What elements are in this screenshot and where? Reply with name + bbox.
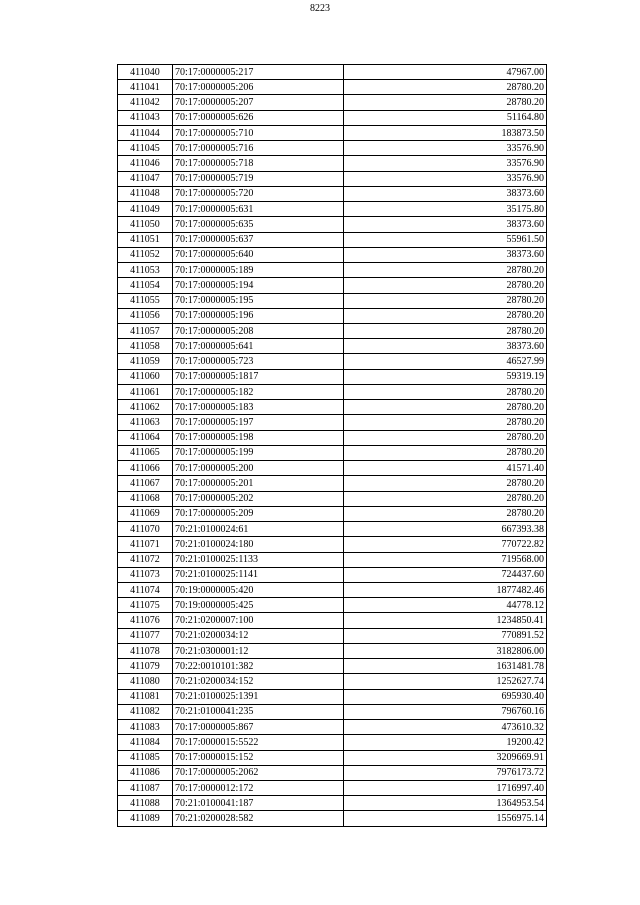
row-id-cell: 411081 (118, 689, 173, 704)
cadastral-number-cell: 70:19:0000005:425 (173, 598, 344, 613)
cadastral-value-cell: 1716997.40 (344, 781, 547, 796)
row-id-cell: 411088 (118, 796, 173, 811)
cadastral-number-cell: 70:17:0000005:1817 (173, 369, 344, 384)
cadastral-number-cell: 70:17:0000005:720 (173, 186, 344, 201)
table-row (118, 65, 547, 80)
cadastral-value-cell: 7976173.72 (344, 765, 547, 780)
cadastral-value-cell: 38373.60 (344, 186, 547, 201)
cadastral-number-cell: 70:17:0000005:198 (173, 430, 344, 445)
cadastral-value-cell: 28780.20 (344, 384, 547, 399)
cadastral-value-cell: 1631481.78 (344, 659, 547, 674)
cadastral-value-cell: 770891.52 (344, 628, 547, 643)
cadastral-value-cell: 28780.20 (344, 400, 547, 415)
row-id-cell: 411041 (118, 80, 173, 95)
row-id-cell: 411057 (118, 323, 173, 338)
row-id-cell: 411045 (118, 141, 173, 156)
cadastral-number-cell: 70:21:0100025:1133 (173, 552, 344, 567)
table-row (118, 689, 547, 704)
row-id-cell: 411062 (118, 400, 173, 415)
cadastral-value-cell: 28780.20 (344, 278, 547, 293)
cadastral-number-cell: 70:17:0000005:207 (173, 95, 344, 110)
cadastral-number-cell: 70:21:0100025:1141 (173, 567, 344, 582)
cadastral-number-cell: 70:22:0010101:382 (173, 659, 344, 674)
cadastral-value-cell: 695930.40 (344, 689, 547, 704)
row-id-cell: 411061 (118, 384, 173, 399)
cadastral-number-cell: 70:17:0000005:201 (173, 476, 344, 491)
row-id-cell: 411044 (118, 125, 173, 140)
table-row (118, 293, 547, 308)
cadastral-value-cell: 44778.12 (344, 598, 547, 613)
table-row (118, 217, 547, 232)
row-id-cell: 411071 (118, 537, 173, 552)
table-body (118, 65, 547, 827)
cadastral-number-cell: 70:17:0000005:200 (173, 461, 344, 476)
row-id-cell: 411059 (118, 354, 173, 369)
table-row (118, 156, 547, 171)
row-id-cell: 411077 (118, 628, 173, 643)
cadastral-number-cell: 70:19:0000005:420 (173, 582, 344, 597)
page-number: 8223 (310, 3, 330, 14)
cadastral-number-cell: 70:17:0000005:631 (173, 202, 344, 217)
cadastral-value-cell: 28780.20 (344, 323, 547, 338)
table-row (118, 811, 547, 826)
cadastral-number-cell: 70:21:0200028:582 (173, 811, 344, 826)
cadastral-number-cell: 70:17:0000005:867 (173, 720, 344, 735)
cadastral-number-cell: 70:17:0000005:217 (173, 65, 344, 80)
cadastral-value-cell: 47967.00 (344, 65, 547, 80)
table-row (118, 476, 547, 491)
cadastral-value-cell: 183873.50 (344, 125, 547, 140)
row-id-cell: 411089 (118, 811, 173, 826)
cadastral-value-cell: 46527.99 (344, 354, 547, 369)
table-row (118, 598, 547, 613)
cadastral-value-table (117, 64, 547, 827)
cadastral-number-cell: 70:17:0000005:196 (173, 308, 344, 323)
row-id-cell: 411087 (118, 781, 173, 796)
cadastral-number-cell: 70:17:0000015:152 (173, 750, 344, 765)
row-id-cell: 411058 (118, 339, 173, 354)
table-row (118, 628, 547, 643)
row-id-cell: 411083 (118, 720, 173, 735)
row-id-cell: 411079 (118, 659, 173, 674)
cadastral-value-cell: 667393.38 (344, 522, 547, 537)
table-row (118, 430, 547, 445)
table-row (118, 369, 547, 384)
cadastral-value-cell: 473610.32 (344, 720, 547, 735)
cadastral-value-cell: 28780.20 (344, 491, 547, 506)
table-row (118, 461, 547, 476)
cadastral-number-cell: 70:17:0000005:637 (173, 232, 344, 247)
table-row (118, 781, 547, 796)
cadastral-number-cell: 70:21:0100041:187 (173, 796, 344, 811)
table-row (118, 796, 547, 811)
row-id-cell: 411049 (118, 202, 173, 217)
cadastral-value-cell: 33576.90 (344, 171, 547, 186)
cadastral-number-cell: 70:21:0100041:235 (173, 704, 344, 719)
cadastral-number-cell: 70:17:0000005:206 (173, 80, 344, 95)
cadastral-number-cell: 70:17:0000005:710 (173, 125, 344, 140)
cadastral-number-cell: 70:17:0000005:635 (173, 217, 344, 232)
row-id-cell: 411066 (118, 461, 173, 476)
table-row (118, 232, 547, 247)
cadastral-value-cell: 28780.20 (344, 415, 547, 430)
table-row (118, 415, 547, 430)
cadastral-value-cell: 19200.42 (344, 735, 547, 750)
cadastral-number-cell: 70:17:0000005:183 (173, 400, 344, 415)
cadastral-number-cell: 70:17:0000005:719 (173, 171, 344, 186)
table-row (118, 323, 547, 338)
cadastral-number-cell: 70:17:0000005:716 (173, 141, 344, 156)
table-row (118, 400, 547, 415)
cadastral-number-cell: 70:17:0000005:189 (173, 263, 344, 278)
cadastral-value-cell: 28780.20 (344, 308, 547, 323)
table-row (118, 445, 547, 460)
row-id-cell: 411084 (118, 735, 173, 750)
row-id-cell: 411070 (118, 522, 173, 537)
cadastral-value-cell: 1364953.54 (344, 796, 547, 811)
cadastral-value-cell: 1877482.46 (344, 582, 547, 597)
cadastral-number-cell: 70:21:0200034:152 (173, 674, 344, 689)
cadastral-number-cell: 70:21:0200034:12 (173, 628, 344, 643)
cadastral-value-cell: 28780.20 (344, 263, 547, 278)
cadastral-value-cell: 38373.60 (344, 217, 547, 232)
cadastral-number-cell: 70:21:0100024:180 (173, 537, 344, 552)
cadastral-number-cell: 70:17:0000005:723 (173, 354, 344, 369)
row-id-cell: 411055 (118, 293, 173, 308)
table-row (118, 247, 547, 262)
table-row (118, 522, 547, 537)
row-id-cell: 411064 (118, 430, 173, 445)
cadastral-value-cell: 1252627.74 (344, 674, 547, 689)
cadastral-number-cell: 70:17:0000005:718 (173, 156, 344, 171)
row-id-cell: 411078 (118, 643, 173, 658)
table-row (118, 674, 547, 689)
row-id-cell: 411073 (118, 567, 173, 582)
cadastral-number-cell: 70:21:0300001:12 (173, 643, 344, 658)
cadastral-number-cell: 70:17:0000012:172 (173, 781, 344, 796)
table-row (118, 354, 547, 369)
cadastral-value-cell: 719568.00 (344, 552, 547, 567)
cadastral-value-cell: 59319.19 (344, 369, 547, 384)
row-id-cell: 411063 (118, 415, 173, 430)
table-row (118, 491, 547, 506)
row-id-cell: 411056 (118, 308, 173, 323)
cadastral-value-cell: 38373.60 (344, 247, 547, 262)
table-row (118, 384, 547, 399)
cadastral-number-cell: 70:17:0000005:194 (173, 278, 344, 293)
cadastral-value-cell: 38373.60 (344, 339, 547, 354)
table-row (118, 186, 547, 201)
cadastral-number-cell: 70:21:0100024:61 (173, 522, 344, 537)
cadastral-value-cell: 51164.80 (344, 110, 547, 125)
row-id-cell: 411076 (118, 613, 173, 628)
row-id-cell: 411072 (118, 552, 173, 567)
cadastral-number-cell: 70:17:0000005:182 (173, 384, 344, 399)
table-row (118, 613, 547, 628)
cadastral-value-cell: 33576.90 (344, 141, 547, 156)
cadastral-value-cell: 41571.40 (344, 461, 547, 476)
cadastral-number-cell: 70:17:0000015:5522 (173, 735, 344, 750)
row-id-cell: 411047 (118, 171, 173, 186)
table-row (118, 567, 547, 582)
table-row (118, 735, 547, 750)
cadastral-value-cell: 28780.20 (344, 80, 547, 95)
cadastral-value-cell: 28780.20 (344, 95, 547, 110)
cadastral-number-cell: 70:17:0000005:641 (173, 339, 344, 354)
cadastral-number-cell: 70:17:0000005:209 (173, 506, 344, 521)
table-row (118, 750, 547, 765)
table-row (118, 537, 547, 552)
row-id-cell: 411048 (118, 186, 173, 201)
cadastral-number-cell: 70:17:0000005:202 (173, 491, 344, 506)
row-id-cell: 411068 (118, 491, 173, 506)
table-row (118, 643, 547, 658)
table-row (118, 202, 547, 217)
cadastral-value-cell: 1234850.41 (344, 613, 547, 628)
table-row (118, 80, 547, 95)
table-row (118, 95, 547, 110)
row-id-cell: 411046 (118, 156, 173, 171)
cadastral-value-cell: 724437.60 (344, 567, 547, 582)
cadastral-value-cell: 28780.20 (344, 476, 547, 491)
cadastral-number-cell: 70:17:0000005:626 (173, 110, 344, 125)
table-row (118, 506, 547, 521)
table-row (118, 720, 547, 735)
row-id-cell: 411086 (118, 765, 173, 780)
cadastral-value-cell: 28780.20 (344, 293, 547, 308)
row-id-cell: 411040 (118, 65, 173, 80)
cadastral-number-cell: 70:17:0000005:197 (173, 415, 344, 430)
row-id-cell: 411065 (118, 445, 173, 460)
cadastral-number-cell: 70:17:0000005:208 (173, 323, 344, 338)
row-id-cell: 411085 (118, 750, 173, 765)
cadastral-number-cell: 70:17:0000005:195 (173, 293, 344, 308)
table-row (118, 552, 547, 567)
row-id-cell: 411050 (118, 217, 173, 232)
table-row (118, 704, 547, 719)
table-row (118, 278, 547, 293)
cadastral-number-cell: 70:17:0000005:640 (173, 247, 344, 262)
cadastral-value-cell: 796760.16 (344, 704, 547, 719)
cadastral-number-cell: 70:21:0200007:100 (173, 613, 344, 628)
table-row (118, 308, 547, 323)
table-row (118, 659, 547, 674)
row-id-cell: 411069 (118, 506, 173, 521)
row-id-cell: 411043 (118, 110, 173, 125)
table-row (118, 141, 547, 156)
row-id-cell: 411082 (118, 704, 173, 719)
row-id-cell: 411060 (118, 369, 173, 384)
row-id-cell: 411075 (118, 598, 173, 613)
cadastral-value-cell: 770722.82 (344, 537, 547, 552)
cadastral-value-cell: 3209669.91 (344, 750, 547, 765)
cadastral-value-cell: 35175.80 (344, 202, 547, 217)
cadastral-value-cell: 1556975.14 (344, 811, 547, 826)
row-id-cell: 411051 (118, 232, 173, 247)
cadastral-number-cell: 70:21:0100025:1391 (173, 689, 344, 704)
cadastral-value-cell: 28780.20 (344, 506, 547, 521)
table-row (118, 263, 547, 278)
row-id-cell: 411054 (118, 278, 173, 293)
table-row (118, 582, 547, 597)
cadastral-value-cell: 3182806.00 (344, 643, 547, 658)
cadastral-number-cell: 70:17:0000005:199 (173, 445, 344, 460)
table-row (118, 765, 547, 780)
row-id-cell: 411067 (118, 476, 173, 491)
cadastral-value-cell: 55961.50 (344, 232, 547, 247)
row-id-cell: 411053 (118, 263, 173, 278)
table-row (118, 339, 547, 354)
row-id-cell: 411074 (118, 582, 173, 597)
table-row (118, 125, 547, 140)
table-row (118, 110, 547, 125)
cadastral-number-cell: 70:17:0000005:2062 (173, 765, 344, 780)
table-row (118, 171, 547, 186)
row-id-cell: 411052 (118, 247, 173, 262)
cadastral-value-cell: 28780.20 (344, 430, 547, 445)
row-id-cell: 411080 (118, 674, 173, 689)
cadastral-value-cell: 28780.20 (344, 445, 547, 460)
row-id-cell: 411042 (118, 95, 173, 110)
cadastral-value-cell: 33576.90 (344, 156, 547, 171)
